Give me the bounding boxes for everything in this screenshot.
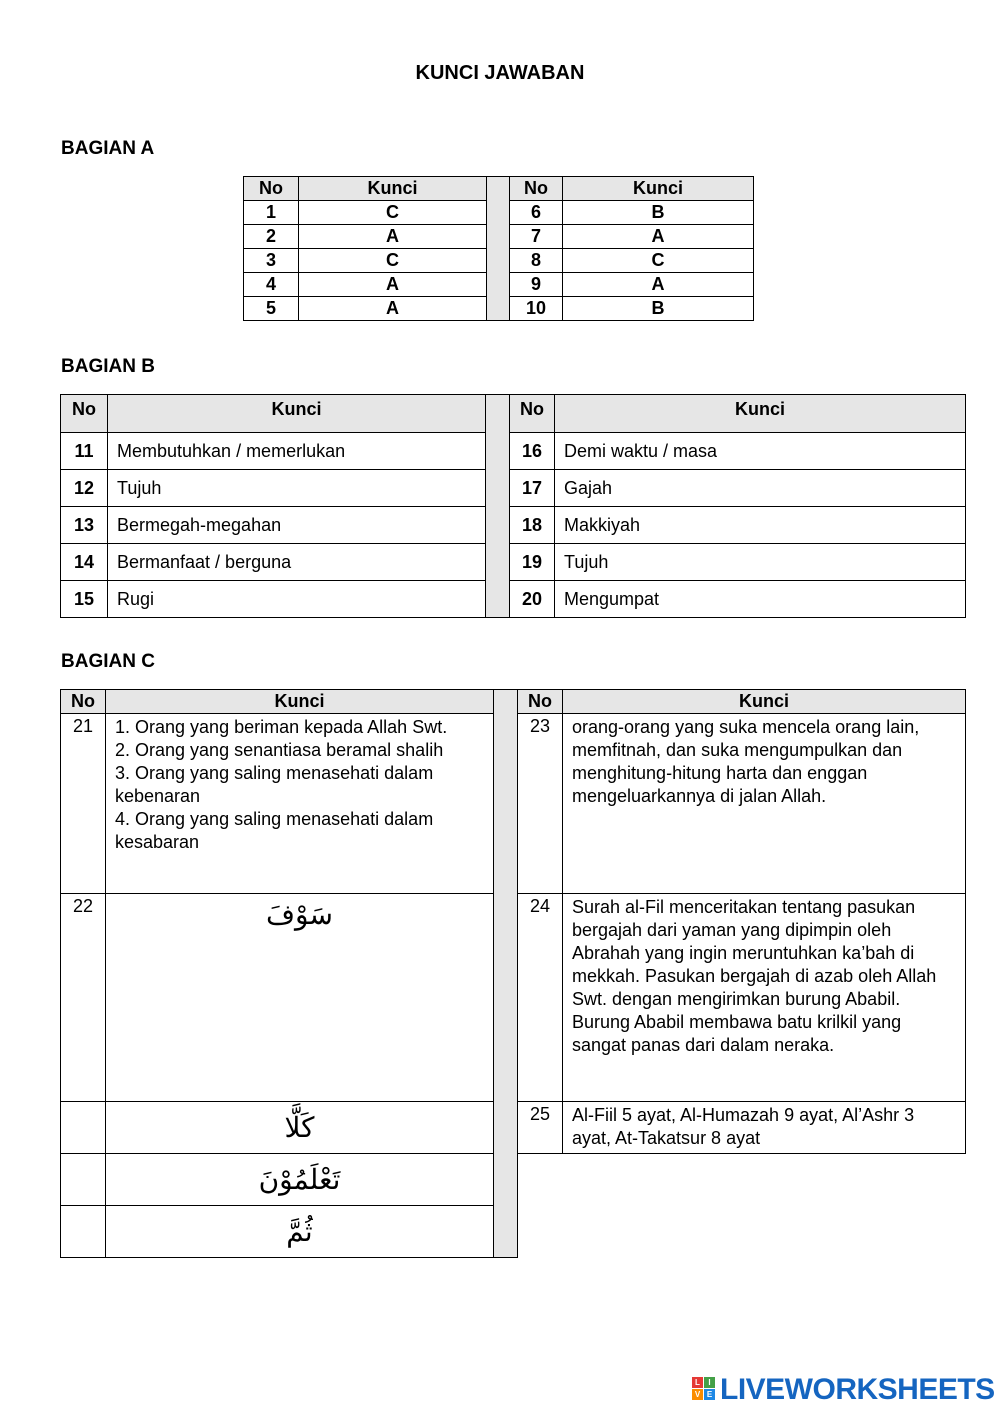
- table-row: [61, 507, 966, 544]
- table-row: [61, 581, 966, 618]
- answer-table-b: [60, 394, 966, 618]
- liveworksheets-logo-icon: L I V E: [692, 1377, 716, 1401]
- answer-key: A: [299, 225, 487, 249]
- arabic-word: كَلَّا: [106, 1102, 494, 1154]
- answer-number: 20: [510, 581, 555, 618]
- table-header-row: [61, 690, 966, 714]
- section-c-heading: BAGIAN C: [61, 651, 155, 672]
- answer-number: 3: [244, 249, 299, 273]
- answer-number: 22: [61, 894, 106, 1102]
- column-header-no: No: [61, 690, 106, 714]
- table-header-row: [61, 395, 966, 433]
- answer-key: Makkiyah: [555, 507, 966, 544]
- column-header-no: No: [510, 395, 555, 433]
- answer-key: Gajah: [555, 470, 966, 507]
- answer-key: Rugi: [108, 581, 486, 618]
- answer-key-list: [106, 714, 494, 894]
- answer-key: B: [563, 297, 754, 321]
- answer-number: 10: [510, 297, 563, 321]
- answer-key: A: [563, 273, 754, 297]
- answer-number: 23: [518, 714, 563, 894]
- arabic-word: سَوْفَ: [106, 894, 494, 1102]
- answer-line: 4. Orang yang saling menasehati dalam kesabaran: [115, 809, 434, 852]
- column-header-no: No: [61, 395, 108, 433]
- column-header-kunci: Kunci: [555, 395, 966, 433]
- answer-number: 9: [510, 273, 563, 297]
- empty-number-cell: [61, 1102, 106, 1154]
- section-b-heading: BAGIAN B: [61, 356, 155, 377]
- answer-key: C: [299, 201, 487, 225]
- column-separator: [494, 690, 518, 1258]
- table-header-row: [244, 177, 754, 201]
- empty-number-cell: [61, 1206, 106, 1258]
- answer-number: 5: [244, 297, 299, 321]
- answer-table-a: [243, 176, 754, 321]
- answer-number: 4: [244, 273, 299, 297]
- answer-number: 11: [61, 433, 108, 470]
- arabic-word: تَعْلَمُوْنَ: [106, 1154, 494, 1206]
- brand-name: LIVEWORKSHEETS: [720, 1373, 995, 1406]
- answer-key: Membutuhkan / memerlukan: [108, 433, 486, 470]
- answer-line: 3. Orang yang saling menasehati dalam kebenaran: [115, 763, 434, 806]
- answer-number: 8: [510, 249, 563, 273]
- answer-key: A: [563, 225, 754, 249]
- table-row: [61, 470, 966, 507]
- liveworksheets-brand[interactable]: [692, 1373, 995, 1407]
- answer-key: Al-Fiil 5 ayat, Al-Humazah 9 ayat, Al’Ashr 3 ayat, At-Takatsur 8 ayat: [563, 1102, 966, 1154]
- table-row: [61, 544, 966, 581]
- answer-number: 16: [510, 433, 555, 470]
- answer-number: 1: [244, 201, 299, 225]
- answer-key: Tujuh: [555, 544, 966, 581]
- column-header-no: No: [244, 177, 299, 201]
- answer-number: 13: [61, 507, 108, 544]
- column-header-kunci: Kunci: [106, 690, 494, 714]
- column-separator: [486, 395, 510, 618]
- answer-number: 2: [244, 225, 299, 249]
- answer-number: 21: [61, 714, 106, 894]
- answer-key: B: [563, 201, 754, 225]
- table-row: [61, 433, 966, 470]
- column-separator: [487, 177, 510, 321]
- answer-number: 19: [510, 544, 555, 581]
- answer-number: 18: [510, 507, 555, 544]
- answer-number: 14: [61, 544, 108, 581]
- arabic-word: ثُمَّ: [106, 1206, 494, 1258]
- answer-number: 7: [510, 225, 563, 249]
- column-header-no: No: [510, 177, 563, 201]
- answer-number: 24: [518, 894, 563, 1102]
- column-header-kunci: Kunci: [563, 690, 966, 714]
- answer-line: 2. Orang yang senantiasa beramal shalih: [115, 740, 444, 760]
- answer-table-c: [60, 689, 966, 1258]
- answer-key: Mengumpat: [555, 581, 966, 618]
- answer-number: 15: [61, 581, 108, 618]
- page-title: KUNCI JAWABAN: [415, 62, 585, 84]
- answer-key: C: [299, 249, 487, 273]
- answer-key: Bermegah-megahan: [108, 507, 486, 544]
- answer-key: Tujuh: [108, 470, 486, 507]
- answer-key: A: [299, 297, 487, 321]
- column-header-kunci: Kunci: [299, 177, 487, 201]
- answer-line: 1. Orang yang beriman kepada Allah Swt.: [115, 717, 448, 737]
- answer-key: Bermanfaat / berguna: [108, 544, 486, 581]
- answer-number: 12: [61, 470, 108, 507]
- section-a-heading: BAGIAN A: [61, 138, 155, 159]
- answer-key: Surah al-Fil menceritakan tentang pasukan bergajah dari yaman yang dipimpin oleh Abrahah yang ingin meruntuhkan ka’bah di mekkah. Pasukan bergajah di azab oleh Allah Swt. dengan mengirimkan burung Ababil. Burung Ababil membawa batu krilkil yang sangat panas dari dalam neraka.: [563, 894, 966, 1102]
- column-header-kunci: Kunci: [108, 395, 486, 433]
- empty-number-cell: [61, 1154, 106, 1206]
- column-header-kunci: Kunci: [563, 177, 754, 201]
- answer-number: 6: [510, 201, 563, 225]
- answer-number: 25: [518, 1102, 563, 1154]
- answer-number: 17: [510, 470, 555, 507]
- answer-key: Demi waktu / masa: [555, 433, 966, 470]
- answer-key: C: [563, 249, 754, 273]
- answer-key: A: [299, 273, 487, 297]
- column-header-no: No: [518, 690, 563, 714]
- answer-key: orang-orang yang suka mencela orang lain, memfitnah, dan suka mengumpulkan dan menghitung-hitung harta dan enggan mengeluarkannya di jalan Allah.: [563, 714, 966, 894]
